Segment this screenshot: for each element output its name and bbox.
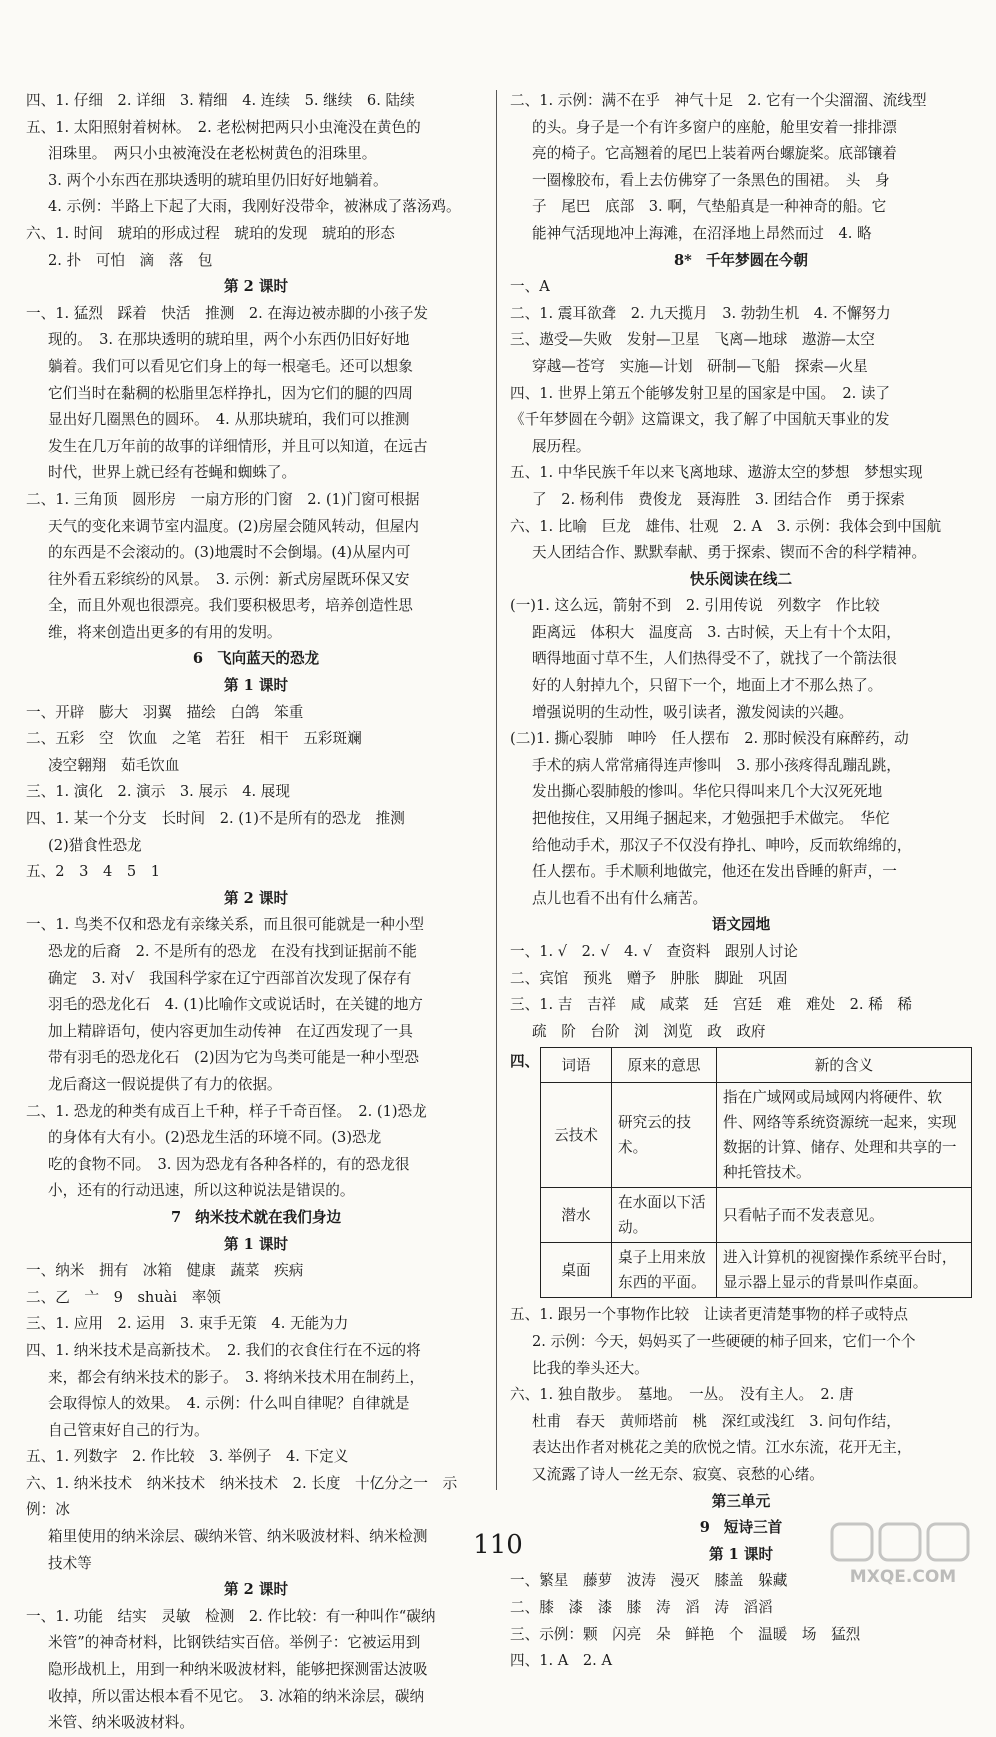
column-divider — [496, 90, 497, 1490]
answer-text: 表达出作者对桃花之美的欣悦之情。江水东流，花开无主， — [532, 1439, 912, 1457]
answer-text: 杜甫 春天 黄师塔前 桃 深红或浅红 3. 问句作结， — [532, 1412, 901, 1430]
table-cell: 进入计算机的视窗操作系统平台时，显示器上显示的背景叫作桌面。 — [717, 1243, 972, 1298]
answer-text: 二、乙 亠 9 shuài 率领 — [26, 1288, 221, 1306]
answer-line — [26, 833, 486, 860]
answer-text: 《千年梦圆在今朝》这篇课文，我了解了中国航天事业的发 — [510, 411, 890, 429]
answer-line — [510, 833, 972, 860]
answer-text: 天人团结合作、默默奉献、勇于探索、锲而不舍的科学精神。 — [532, 544, 927, 562]
heading-text: 第 1 课时 — [223, 1235, 289, 1253]
answer-line — [510, 1648, 972, 1675]
answer-line — [26, 1684, 486, 1711]
answer-text: 一、1. √ 2. √ 4. √ 查资料 跟别人讨论 — [510, 943, 798, 960]
answer-line — [26, 487, 486, 514]
answer-line — [26, 1418, 486, 1445]
heading-text: 纳米技术就在我们身边 — [195, 1208, 342, 1226]
answer-line — [510, 301, 972, 328]
answer-text: 三、1. 演化 2. 演示 3. 展示 4. 展现 — [26, 783, 290, 801]
table-row — [541, 1188, 972, 1243]
answer-text: 天气的变化来调节室内温度。(2)房屋会随风转动，但屋内 — [48, 517, 419, 535]
answer-line — [510, 886, 972, 913]
answer-line — [26, 460, 486, 487]
table-cell: 在水面以下活动。 — [612, 1188, 717, 1243]
answer-text: 躺着。我们可以看见它们身上的每一根毫毛。还可以想象 — [48, 357, 413, 375]
answer-line — [510, 1329, 972, 1356]
answer-text: 二、1. 恐龙的种类有成百上千种，样子千奇百怪。 2. (1)恐龙 — [26, 1102, 427, 1120]
answer-text: 一、繁星 藤萝 波涛 漫灭 膝盖 躲藏 — [510, 1572, 788, 1590]
answer-text: 它们当时在黏稠的松脂里怎样挣扎，因为它们的腿的四周 — [48, 384, 413, 402]
answer-line — [26, 1178, 486, 1205]
answer-line — [26, 407, 486, 434]
answer-text: 五、1. 跟另一个事物作比较 让读者更清楚事物的样子或特点 — [510, 1306, 909, 1324]
answer-line — [26, 726, 486, 753]
answer-line — [26, 1125, 486, 1152]
answer-text: 的身体有大有小。(2)恐龙生活的环境不同。(3)恐龙 — [48, 1129, 382, 1147]
section-heading — [26, 274, 486, 301]
answer-text: 箱里使用的纳米涂层、碳纳米管、纳米吸波材料、纳米检测 — [48, 1528, 428, 1546]
answer-line — [26, 194, 486, 221]
answer-line — [510, 779, 972, 806]
answer-text: 带有羽毛的恐龙化石 (2)因为它为鸟类可能是一种小型恐 — [48, 1049, 419, 1067]
answer-line — [510, 1435, 972, 1462]
left-column — [26, 88, 486, 1737]
answer-line — [510, 806, 972, 833]
answer-text: 二、1. 示例：满不在乎 神气十足 2. 它有一个尖溜溜、流线型 — [510, 92, 927, 109]
answer-line — [510, 673, 972, 700]
page-number: 110 — [473, 1530, 523, 1560]
answer-line — [510, 1382, 972, 1409]
lesson-number: 9 — [699, 1519, 710, 1537]
answer-text: 一、A — [510, 278, 550, 296]
answer-text: 六、1. 时间 琥珀的形成过程 琥珀的发现 琥珀的形态 — [26, 224, 395, 242]
answer-text: 龙后裔这一假说提供了有力的依据。 — [48, 1075, 282, 1093]
answer-text: 五、2 3 4 5 1 — [26, 863, 160, 881]
answer-text: 手术的病人常常痛得连声惨叫 3. 那小孩疼得乱蹦乱跳， — [532, 756, 901, 774]
answer-line — [26, 700, 486, 727]
table-cell: 只看帖子而不发表意见。 — [717, 1188, 972, 1243]
answer-line — [510, 593, 972, 620]
answer-line — [510, 1409, 972, 1436]
answer-line — [26, 248, 486, 275]
table-row — [541, 1083, 972, 1188]
answer-text: 四、1. 纳米技术是高新技术。 2. 我们的衣食住行在不远的将 — [26, 1341, 421, 1359]
section-heading — [26, 886, 486, 913]
answer-text: 展历程。 — [532, 437, 591, 455]
answer-text: 穿越—苍穹 实施—计划 研制—飞船 探索—火星 — [532, 357, 868, 375]
heading-text: 飞向蓝天的恐龙 — [216, 650, 320, 668]
answer-text: 发出撕心裂肺般的惨叫。华佗只得叫来几个大汉死死地 — [532, 783, 883, 801]
heading-text: 快乐阅读在线二 — [689, 570, 793, 588]
answer-line — [26, 141, 486, 168]
answer-line — [510, 966, 972, 993]
answer-line — [26, 1019, 486, 1046]
answer-text: 米管”的神奇材料，比钢铁结实百倍。举例子：它被运用到 — [48, 1634, 421, 1652]
answer-line — [26, 1152, 486, 1179]
answer-text: 加上精辟语句，使内容更加生动传神 在辽西发现了一具 — [48, 1022, 413, 1040]
answer-text: 疏 阶 台阶 浏 浏览 政 政府 — [532, 1022, 766, 1040]
answer-line — [26, 88, 486, 115]
answer-line — [26, 1338, 486, 1365]
answer-text: 给他动手术，那汉子不仅没有挣扎、呻吟，反而软绵绵的， — [532, 836, 912, 854]
answer-line — [510, 514, 972, 541]
answer-text: 三、1. 应用 2. 运用 3. 束手无策 4. 无能为力 — [26, 1315, 349, 1333]
answer-line — [26, 1099, 486, 1126]
answer-line — [510, 381, 972, 408]
section-heading — [510, 912, 972, 939]
section-heading — [26, 673, 486, 700]
answer-line — [26, 992, 486, 1019]
answer-line — [510, 115, 972, 142]
answer-text: 二、1. 三角顶 圆形房 一扇方形的门窗 2. (1)门窗可根据 — [26, 490, 420, 508]
answer-line — [510, 407, 972, 434]
answer-line — [26, 221, 486, 248]
answer-line — [26, 567, 486, 594]
answer-line — [26, 779, 486, 806]
right-column-bottom — [510, 1302, 972, 1674]
answer-text: 时代，世界上就已经有苍蝇和蜘蛛了。 — [48, 464, 297, 482]
section-heading — [510, 567, 972, 594]
answer-text: 往外看五彩缤纷的风景。 3. 示例：新式房屋既环保又安 — [48, 570, 410, 588]
answer-line — [510, 753, 972, 780]
answer-text: 六、1. 比喻 巨龙 雄伟、壮观 2. A 3. 示例：我体会到中国航 — [510, 517, 942, 535]
answer-line — [510, 646, 972, 673]
answer-line — [510, 1595, 972, 1622]
answer-line — [510, 194, 972, 221]
answer-text: (一)1. 这么远，箭射不到 2. 引用传说 列数字 作比较 — [510, 597, 880, 615]
answer-line — [510, 540, 972, 567]
answer-text: 一、1. 功能 结实 灵敏 检测 2. 作比较：有一种叫作“碳纳 — [26, 1607, 436, 1625]
answer-line — [510, 859, 972, 886]
answer-line — [510, 700, 972, 727]
answer-text: 小，还有的行动迅速，所以这种说法是错误的。 — [48, 1182, 355, 1200]
answer-text: 一圈橡胶布，看上去仿佛穿了一条黑色的围裙。 头 身 — [532, 171, 890, 189]
answer-text: 增强说明的生动性，吸引读者，激发阅读的兴趣。 — [532, 703, 854, 721]
answer-text: 二、1. 震耳欲聋 2. 九天揽月 3. 勃勃生机 4. 不懈努力 — [510, 304, 891, 322]
answer-text: 又流露了诗人一丝无奈、寂寞、哀愁的心绪。 — [532, 1465, 824, 1483]
answer-line — [26, 1630, 486, 1657]
answer-text: 现的。 3. 在那块透明的琥珀里，两个小东西仍旧好好地 — [48, 331, 410, 349]
answer-line — [26, 966, 486, 993]
answer-line — [510, 487, 972, 514]
section-heading — [26, 1232, 486, 1259]
heading-text: 第 1 课时 — [708, 1545, 774, 1563]
answer-text: 亮的椅子。它高翘着的尾巴上装着两台螺旋桨。底部镶着 — [532, 145, 897, 163]
answer-line — [26, 514, 486, 541]
answer-line — [510, 1302, 972, 1329]
answer-line — [510, 620, 972, 647]
answer-text: 二、宾馆 预兆 赠予 肿胀 脚趾 巩固 — [510, 969, 788, 987]
answer-text: 全，而且外观也很漂亮。我们要积极思考，培养创造性思 — [48, 597, 413, 615]
answer-text: 四、1. 仔细 2. 详细 3. 精细 4. 连续 5. 继续 6. 陆续 — [26, 92, 415, 109]
answer-line — [26, 381, 486, 408]
answer-text: 维，将来创造出更多的有用的发明。 — [48, 623, 282, 641]
answer-text: 任人摆布。手术顺利地做完，他还在发出昏睡的鼾声，一 — [532, 863, 897, 881]
lesson-number: 7 — [170, 1208, 182, 1226]
answer-text: 4. 示例：半路上下起了大雨，我刚好没带伞，被淋成了落汤鸡。 — [48, 198, 461, 216]
answer-line — [26, 1045, 486, 1072]
answer-text: 二、五彩 空 饮血 之笔 若狂 相干 五彩斑斓 — [26, 730, 362, 748]
table-cell: 云技术 — [541, 1083, 612, 1188]
answer-line — [26, 1604, 486, 1631]
answer-text: 了 2. 杨利伟 费俊龙 聂海胜 3. 团结合作 勇于探索 — [532, 490, 905, 508]
heading-text: 第三单元 — [711, 1492, 771, 1510]
answer-line — [26, 620, 486, 647]
lesson-number: 8* — [674, 251, 692, 269]
answer-text: 晒得地面寸草不生，人们热得受不了，就找了一个箭法很 — [532, 650, 897, 668]
answer-text: 好的人射掉九个，只留下一个，地面上才不那么热了。 — [532, 677, 883, 695]
answer-line — [26, 1444, 486, 1471]
answer-line — [26, 1710, 486, 1737]
heading-text: 第 1 课时 — [223, 677, 289, 695]
answer-line — [510, 726, 972, 753]
answer-line — [26, 1657, 486, 1684]
answer-line — [26, 301, 486, 328]
lesson-number: 6 — [192, 650, 203, 668]
heading-text: 千年梦圆在今朝 — [705, 251, 808, 269]
answer-line — [510, 274, 972, 301]
answer-line — [26, 354, 486, 381]
answer-text: 把他按住，又用绳子捆起来，才勉强把手术做完。 华佗 — [532, 810, 890, 828]
answer-text: 四、1. A 2. A — [510, 1652, 612, 1670]
answer-line — [26, 1311, 486, 1338]
table-row — [541, 1243, 972, 1298]
answer-line — [26, 540, 486, 567]
answer-line — [510, 1462, 972, 1489]
answer-line — [510, 141, 972, 168]
answer-text: 一、1. 猛烈 踩着 快活 推测 2. 在海边被赤脚的小孩子发 — [26, 304, 428, 322]
answer-line — [510, 460, 972, 487]
right-column-top — [510, 88, 972, 1045]
answer-line — [26, 434, 486, 461]
answer-text: 的头。身子是一个有许多窗户的座舱，舱里安着一排排漂 — [532, 118, 897, 136]
vocab-table-block — [510, 1047, 972, 1298]
answer-line — [26, 912, 486, 939]
section-heading — [510, 1489, 972, 1516]
answer-text: 子 尾巴 底部 3. 啊，气垫船真是一种神奇的船。它 — [532, 198, 887, 216]
answer-text: 确定 3. 对√ 我国科学家在辽宁西部首次发现了保存有 — [48, 969, 412, 987]
answer-line — [26, 753, 486, 780]
answer-text: 泪珠里。 两只小虫被淹没在老松树黄色的泪珠里。 — [48, 145, 377, 163]
answer-text: 点儿也看不出有什么痛苦。 — [532, 889, 708, 907]
table-header-cell: 词语 — [541, 1048, 612, 1083]
answer-text: 2. 扑 可怕 滴 落 包 — [48, 251, 213, 269]
table-cell: 潜水 — [541, 1188, 612, 1243]
answer-text: 凌空翱翔 茹毛饮血 — [48, 756, 180, 774]
heading-text: 语文园地 — [711, 916, 771, 934]
answer-text: 一、1. 鸟类不仅和恐龙有亲缘关系，而且很可能就是一种小型 — [26, 916, 425, 934]
answer-line — [26, 168, 486, 195]
answer-text: 三、1. 吉 吉祥 咸 咸菜 廷 宫廷 难 难处 2. 稀 稀 — [510, 996, 912, 1014]
answer-line — [510, 939, 972, 966]
answer-line — [510, 434, 972, 461]
answer-text: 的东西是不会滚动的。(3)地震时不会倒塌。(4)从屋内可 — [48, 544, 411, 562]
table-cell: 指在广域网或局域网内将硬件、软件、网络等系统资源统一起来，实现数据的计算、储存、处理和共享的一种托管技术。 — [717, 1083, 972, 1188]
answer-line — [26, 859, 486, 886]
answer-line — [26, 1285, 486, 1312]
answer-line — [510, 168, 972, 195]
table-header-cell: 原来的意思 — [612, 1048, 717, 1083]
answer-text: 五、1. 太阳照射着树林。 2. 老松树把两只小虫淹没在黄色的 — [26, 118, 421, 136]
answer-text: 比我的拳头还大。 — [532, 1359, 649, 1377]
answer-text: 一、开辟 膨大 羽翼 描绘 白鸽 笨重 — [26, 703, 304, 721]
answer-text: 2. 示例：今天，妈妈买了一些硬硬的柿子回来，它们一个个 — [532, 1332, 916, 1350]
answer-line — [510, 354, 972, 381]
answer-text: 会取得惊人的效果。 4. 示例：什么叫自律呢？自律就是 — [48, 1395, 410, 1413]
answer-line — [510, 221, 972, 248]
answer-text: 距离远 体积大 温度高 3. 古时候，天上有十个太阳， — [532, 623, 901, 641]
answer-text: 二、膝 漆 漆 膝 涛 滔 涛 滔滔 — [510, 1598, 773, 1616]
answer-line — [26, 115, 486, 142]
answer-line — [510, 88, 972, 115]
table-cell: 研究云的技术。 — [612, 1083, 717, 1188]
answer-text: 发生在几万年前的故事的详细情形，并且可以知道，在远古 — [48, 437, 428, 455]
answer-line — [26, 327, 486, 354]
answer-line — [510, 1019, 972, 1046]
answer-text: 三、示例：颗 闪亮 朵 鲜艳 个 温暖 场 猛烈 — [510, 1625, 861, 1643]
answer-text: 四、1. 某一个分支 长时间 2. (1)不是所有的恐龙 推测 — [26, 810, 405, 828]
answer-line — [510, 1356, 972, 1383]
answer-text: 技术等 — [48, 1554, 92, 1572]
table-label: 四、 — [510, 1053, 540, 1071]
table-header-cell: 新的含义 — [717, 1048, 972, 1083]
answer-text: 三、遨受—失败 发射—卫星 飞离—地球 遨游—太空 — [510, 331, 875, 349]
answer-text: 恐龙的后裔 2. 不是所有的恐龙 在没有找到证据前不能 — [48, 943, 417, 960]
answer-line — [26, 806, 486, 833]
section-heading — [26, 646, 486, 673]
answer-line — [26, 1471, 486, 1524]
answer-text: (二)1. 撕心裂肺 呻吟 任人摆布 2. 那时候没有麻醉药，动 — [510, 730, 909, 748]
answer-text: 六、1. 纳米技术 纳米技术 纳米技术 2. 长度 十亿分之一 示例：冰 — [26, 1474, 458, 1519]
answer-text: 米管、纳米吸波材料。 — [48, 1714, 194, 1732]
answer-line — [26, 939, 486, 966]
watermark-text: MXQE.COM — [849, 1567, 957, 1587]
right-column — [510, 88, 972, 1675]
answer-text: 五、1. 中华民族千年以来飞离地球、遨游太空的梦想 梦想实现 — [510, 464, 923, 482]
answer-text: 自己管束好自己的行为。 — [48, 1421, 209, 1439]
heading-text: 第 2 课时 — [223, 1581, 289, 1599]
table-cell: 桌面 — [541, 1243, 612, 1298]
answer-text: 来，都会有纳米技术的影子。 3. 将纳米技术用在制药上， — [48, 1368, 425, 1386]
answer-line — [26, 1391, 486, 1418]
answer-text: 五、1. 列数字 2. 作比较 3. 举例子 4. 下定义 — [26, 1448, 349, 1466]
answer-text: 四、1. 世界上第五个能够发射卫星的国家是中国。 2. 读了 — [510, 384, 891, 402]
answer-line — [26, 1365, 486, 1392]
section-heading — [510, 248, 972, 275]
section-heading — [26, 1205, 486, 1232]
vocab-table — [540, 1047, 972, 1298]
answer-text: 3. 两个小东西在那块透明的琥珀里仍旧好好地躺着。 — [48, 171, 388, 189]
answer-text: (2)猎食性恐龙 — [48, 836, 142, 854]
answer-text: 一、纳米 拥有 冰箱 健康 蔬菜 疾病 — [26, 1262, 304, 1280]
heading-text: 第 2 课时 — [223, 278, 289, 296]
answer-text: 羽毛的恐龙化石 4. (1)比喻作文或说话时，在关键的地方 — [48, 996, 423, 1014]
answer-text: 六、1. 独自散步。 墓地。 一丛。 没有主人。 2. 唐 — [510, 1386, 854, 1404]
table-cell: 桌子上用来放东西的平面。 — [612, 1243, 717, 1298]
answer-line — [510, 992, 972, 1019]
watermark-logo — [828, 1518, 978, 1588]
answer-line — [26, 1258, 486, 1285]
answer-text: 吃的食物不同。 3. 因为恐龙有各种各样的，有的恐龙很 — [48, 1155, 410, 1173]
answer-line — [510, 327, 972, 354]
answer-line — [26, 1072, 486, 1099]
answer-text: 显出好几圈黑色的圆环。 4. 从那块琥珀，我们可以推测 — [48, 411, 410, 429]
answer-line — [26, 593, 486, 620]
answer-line — [510, 1622, 972, 1649]
answer-text: 收掉，所以雷达根本看不见它。 3. 冰箱的纳米涂层，碳纳 — [48, 1687, 425, 1705]
answer-text: 能神气活现地冲上海滩，在沼泽地上昂然而过 4. 略 — [532, 224, 872, 242]
heading-text: 第 2 课时 — [223, 889, 289, 907]
heading-text: 短诗三首 — [723, 1519, 783, 1537]
answer-text: 隐形战机上，用到一种纳米吸波材料，能够把探测雷达波吸 — [48, 1661, 428, 1679]
